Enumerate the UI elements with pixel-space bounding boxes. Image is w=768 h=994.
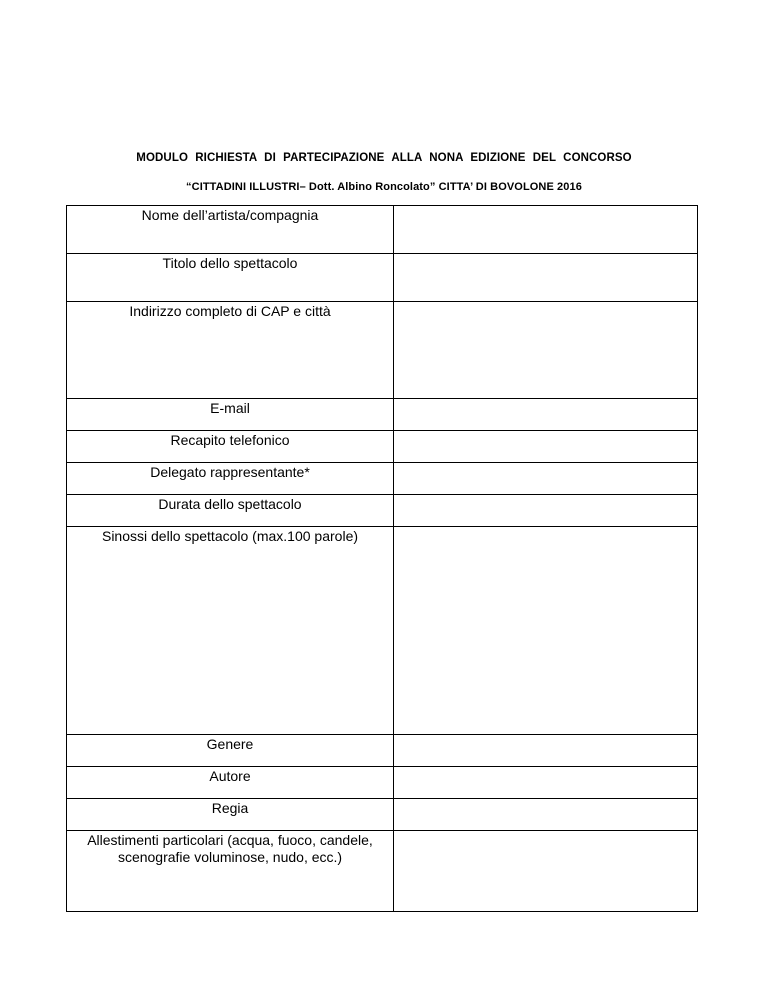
table-row — [67, 463, 698, 495]
table-row — [67, 831, 698, 912]
field-special-setups[interactable] — [394, 831, 698, 912]
label-director: Regia — [67, 799, 394, 831]
field-show-title[interactable] — [394, 254, 698, 302]
field-phone[interactable] — [394, 431, 698, 463]
field-author[interactable] — [394, 767, 698, 799]
label-address: Indirizzo completo di CAP e città — [67, 302, 394, 399]
label-author: Autore — [67, 767, 394, 799]
label-duration: Durata dello spettacolo — [67, 495, 394, 527]
field-artist-name[interactable] — [394, 206, 698, 254]
field-director[interactable] — [394, 799, 698, 831]
label-delegate: Delegato rappresentante* — [67, 463, 394, 495]
label-artist-name: Nome dell’artista/compagnia — [67, 206, 394, 254]
table-row — [67, 254, 698, 302]
table-row — [67, 495, 698, 527]
contest-subtitle: “CITTADINI ILLUSTRI– Dott. Albino Roncolato” CITTA’ DI BOVOLONE 2016 — [186, 181, 582, 193]
table-row — [67, 767, 698, 799]
field-duration[interactable] — [394, 495, 698, 527]
field-synopsis[interactable] — [394, 527, 698, 735]
field-address[interactable] — [394, 302, 698, 399]
label-phone: Recapito telefonico — [67, 431, 394, 463]
table-row — [67, 799, 698, 831]
field-genre[interactable] — [394, 735, 698, 767]
form-title: MODULO RICHIESTA DI PARTECIPAZIONE ALLA NONA EDIZIONE DEL CONCORSO — [136, 152, 632, 164]
table-row — [67, 206, 698, 254]
table-row — [67, 735, 698, 767]
table-row — [67, 431, 698, 463]
table-row — [67, 302, 698, 399]
label-email: E-mail — [67, 399, 394, 431]
field-email[interactable] — [394, 399, 698, 431]
label-show-title: Titolo dello spettacolo — [67, 254, 394, 302]
field-delegate[interactable] — [394, 463, 698, 495]
label-special-setups: Allestimenti particolari (acqua, fuoco, candele, scenografie voluminose, nudo, ecc.) — [67, 831, 394, 912]
table-row — [67, 527, 698, 735]
label-genre: Genere — [67, 735, 394, 767]
label-synopsis: Sinossi dello spettacolo (max.100 parole) — [67, 527, 394, 735]
application-form-table — [66, 205, 698, 912]
table-row — [67, 399, 698, 431]
